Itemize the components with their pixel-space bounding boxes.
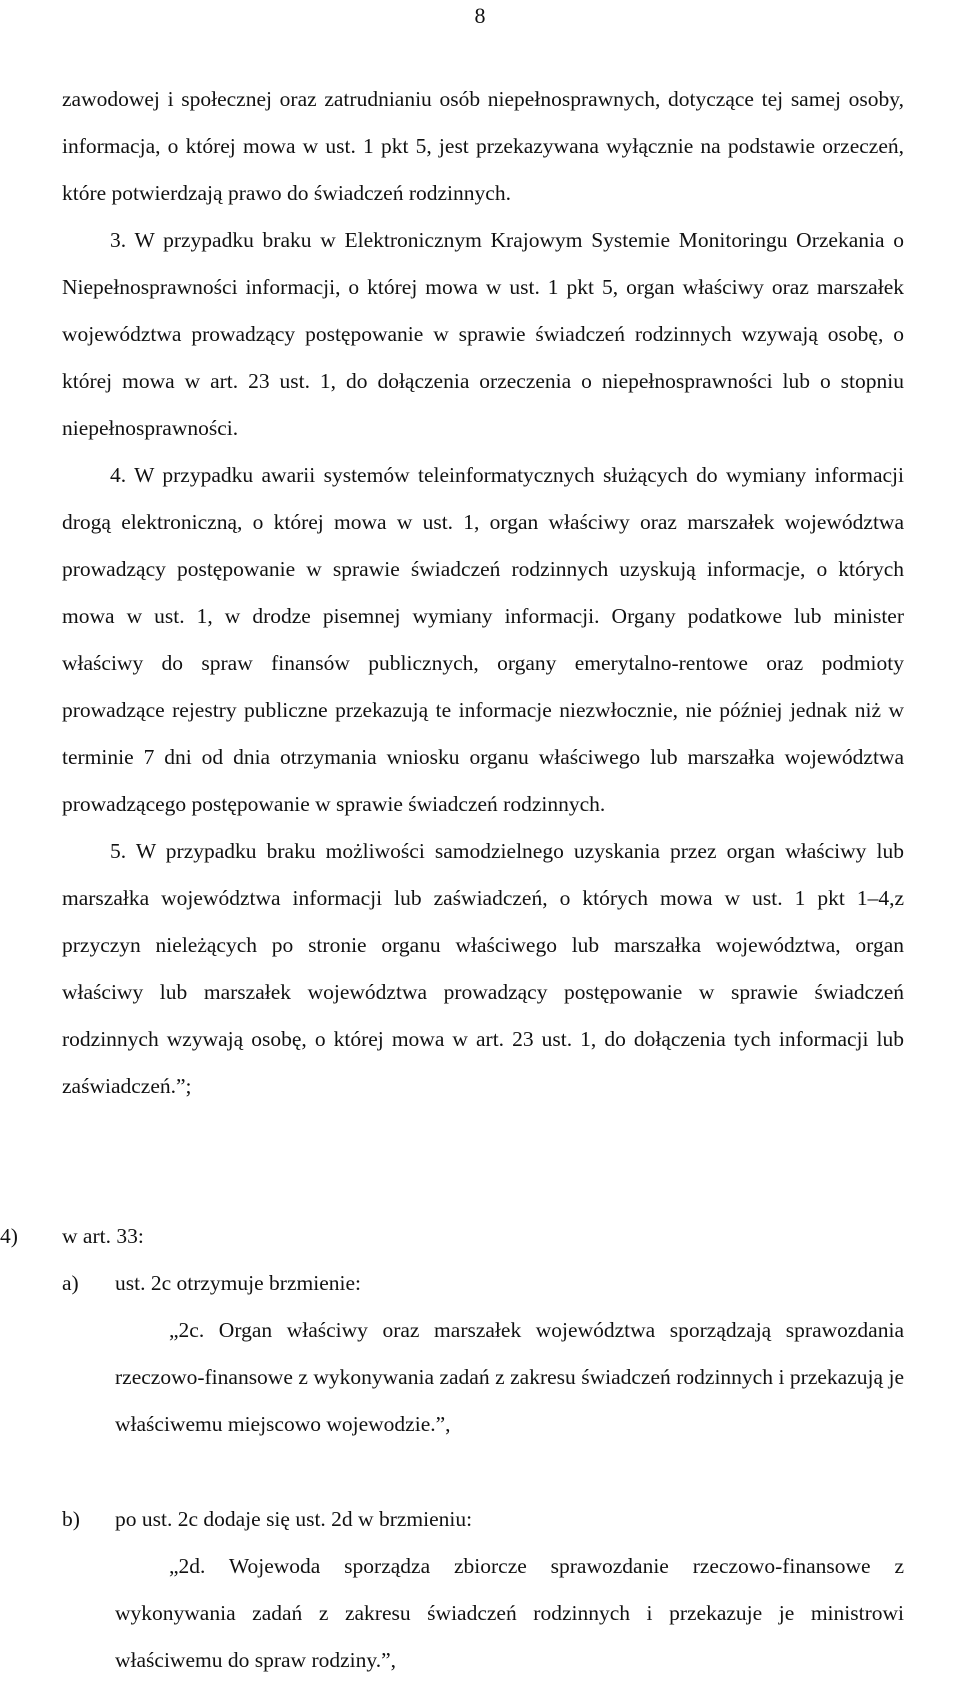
- paragraph-5: 5. W przypadku braku możliwości samodzielnego uzyskania przez organ właściwy lub marszałka województwa informacji lub zaświadczeń, o których mowa w ust. 1 pkt 1–4,z przyczyn nieleżących po stronie organu właściwego lub marszałka województwa, organ właściwy lub marszałek województwa prowadzący postępowanie w sprawie świadczeń rodzinnych wzywają osobę, o której mowa w art. 23 ust. 1, do dołączenia tych informacji lub zaświadczeń.”;: [62, 839, 904, 1098]
- sub-item-a-quote: [115, 1307, 904, 1448]
- paragraph-continuation: zawodowej i społecznej oraz zatrudnianiu osób niepełnosprawnych, dotyczące tej samej osoby, informacja, o której mowa w ust. 1 pkt 5, jest przekazywana wyłącznie na podstawie orzeczeń, które potwierdzają prawo do świadczeń rodzinnych.: [62, 87, 904, 205]
- paragraph-3: 3. W przypadku braku w Elektronicznym Krajowym Systemie Monitoringu Orzekania o Niepełnosprawności informacji, o której mowa w ust. 1 pkt 5, organ właściwy oraz marszałek województwa prowadzący postępowanie w sprawie świadczeń rodzinnych wzywają osobę, o której mowa w art. 23 ust. 1, do dołączenia orzeczenia o niepełnosprawności lub o stopniu niepełnosprawności.: [62, 228, 904, 440]
- quote-2c: „2c. Organ właściwy oraz marszałek województwa sporządzają sprawozdania rzeczowo-finansowe z wykonywania zadań z zakresu świadczeń rodzinnych i przekazują je właściwemu miejscowo wojewodzie.”,: [115, 1318, 904, 1436]
- item-4-text: w art. 33:: [62, 1224, 144, 1248]
- sub-item-b-text: po ust. 2c dodaje się ust. 2d w brzmieniu:: [115, 1507, 473, 1531]
- item-4-number: 4): [0, 1224, 18, 1248]
- sub-item-a-text: ust. 2c otrzymuje brzmienie:: [115, 1271, 361, 1295]
- sub-item-b-quote: [115, 1543, 904, 1684]
- sub-item-a-label: a): [62, 1271, 79, 1295]
- sub-item-b-label: b): [62, 1507, 80, 1531]
- paragraph-4: 4. W przypadku awarii systemów teleinformatycznych służących do wymiany informacji drogą elektroniczną, o której mowa w ust. 1, organ właściwy oraz marszałek województwa prowadzący postępowanie w sprawie świadczeń rodzinnych uzyskują informacje, o których mowa w ust. 1, w drodze pisemnej wymiany informacji. Organy podatkowe lub minister właściwy do spraw finansów publicznych, organy emerytalno-rentowe oraz podmioty prowadzące rejestry publiczne przekazują te informacje niezwłocznie, nie później jednak niż w terminie 7 dni od dnia otrzymania wniosku organu właściwego lub marszałka województwa prowadzącego postępowanie w sprawie świadczeń rodzinnych.: [62, 463, 904, 816]
- quote-2d: „2d. Wojewoda sporządza zbiorcze sprawozdanie rzeczowo-finansowe z wykonywania zadań z zakresu świadczeń rodzinnych i przekazuje je ministrowi właściwemu do spraw rodziny.”,: [115, 1554, 904, 1672]
- document-body: [62, 76, 904, 1110]
- page-number: 8: [474, 3, 486, 28]
